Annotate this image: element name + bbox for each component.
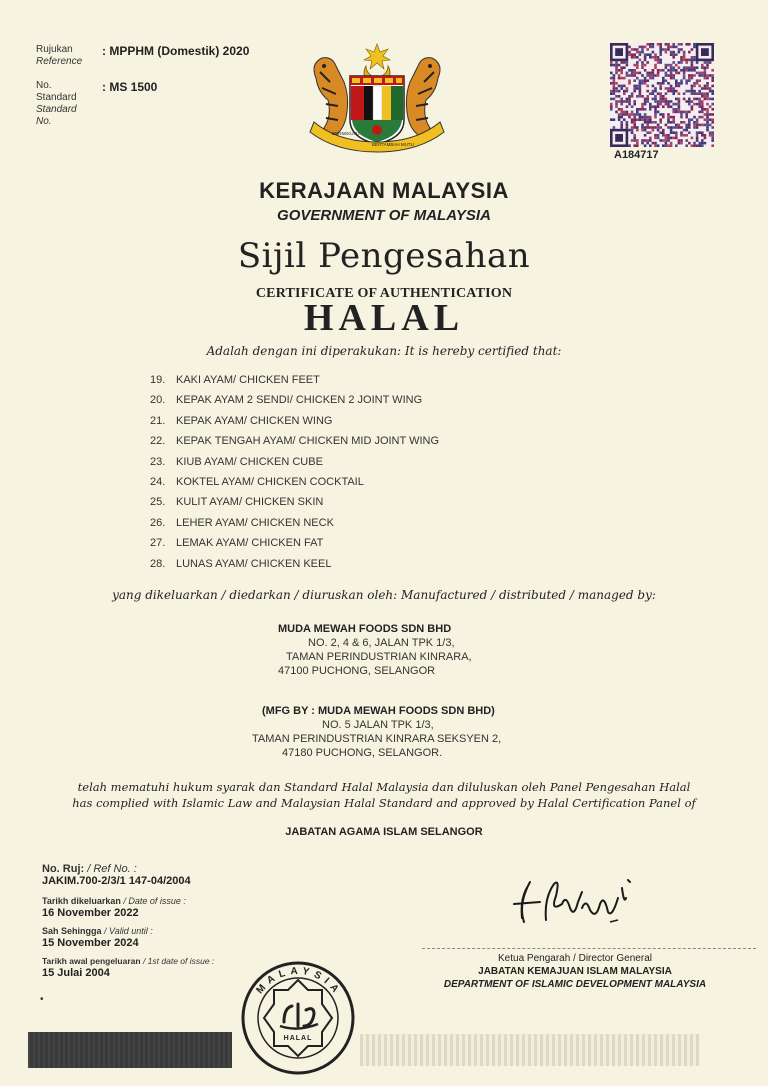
logo-ring-text: MALAYSIA <box>254 965 344 999</box>
gov-title-ms: KERAJAAN MALAYSIA <box>259 178 509 203</box>
serial-number: A184717 <box>614 149 659 161</box>
valid-value: 15 November 2024 <box>42 937 139 949</box>
signature-line <box>422 948 756 949</box>
item-number: 20. <box>150 394 166 407</box>
dot-mark: • <box>40 994 44 1005</box>
emblem-motto-right: BERTAMBAH MUTU <box>372 142 414 147</box>
standard-value: : MS 1500 <box>102 80 158 94</box>
product-list <box>150 370 439 574</box>
halal-logo <box>240 960 356 1076</box>
item-text: KEPAK AYAM 2 SENDI/ CHICKEN 2 JOINT WING <box>176 394 423 407</box>
company-address-line1: NO. 2, 4 & 6, JALAN TPK 1/3, <box>308 637 455 649</box>
item-number: 21. <box>150 414 166 427</box>
item-number: 27. <box>150 537 166 550</box>
issue-label-en: / Date of issue : <box>123 896 186 906</box>
signatory-block <box>420 952 730 991</box>
halal-title: HALAL <box>303 297 465 339</box>
first-value: 15 Julai 2004 <box>42 967 110 979</box>
coat-of-arms-emblem <box>306 42 448 154</box>
list-item <box>150 431 439 451</box>
item-text: LEMAK AYAM/ CHICKEN FAT <box>176 537 324 550</box>
list-item <box>150 472 439 492</box>
company-name: MUDA MEWAH FOODS SDN BHD <box>278 623 452 635</box>
compliance-text-en: has complied with Islamic Law and Malaysian Halal Standard and approved by Halal Certification Panel of <box>72 796 696 810</box>
ref-value: JAKIM.700-2/3/1 147-04/2004 <box>42 875 191 887</box>
standard-label-ms-1: No. <box>36 80 52 91</box>
item-number: 19. <box>150 374 166 386</box>
ref-label-en: / Ref No. : <box>87 863 137 875</box>
emblem-motto-left: BERSEKUTU <box>332 131 360 136</box>
valid-label-ms: Sah Sehingga <box>42 926 102 936</box>
item-number: 28. <box>150 557 166 570</box>
item-number: 22. <box>150 435 166 448</box>
mfg-name: (MFG BY : MUDA MEWAH FOODS SDN BHD) <box>262 705 495 717</box>
list-item <box>150 390 439 410</box>
ref-label-ms: No. Ruj: <box>42 863 85 875</box>
item-number: 26. <box>150 516 166 529</box>
item-text: KULIT AYAM/ CHICKEN SKIN <box>176 496 324 509</box>
director-signature <box>510 868 650 930</box>
footer-details <box>42 864 214 980</box>
valid-label-en: / Valid until : <box>104 926 153 936</box>
standard-label-ms-2: Standard <box>36 92 77 103</box>
item-text: KOKTEL AYAM/ CHICKEN COCKTAIL <box>176 475 364 488</box>
qr-code-graphic <box>610 43 714 147</box>
bottom-security-bar-left <box>28 1032 232 1068</box>
reference-label <box>36 44 82 68</box>
first-label-en: / 1st date of issue : <box>142 956 215 966</box>
reference-label-en: Reference <box>36 56 83 67</box>
list-item <box>150 411 439 431</box>
standard-label-en-1: Standard <box>36 104 77 115</box>
issue-value: 16 November 2022 <box>42 907 139 919</box>
item-text: LUNAS AYAM/ CHICKEN KEEL <box>176 557 332 570</box>
company-address-line3: 47100 PUCHONG, SELANGOR <box>278 665 436 677</box>
item-number: 25. <box>150 496 166 509</box>
first-label-ms: Tarikh awal pengeluaran <box>42 956 141 966</box>
reference-value: : MPPHM (Domestik) 2020 <box>102 44 250 58</box>
mfg-address <box>252 704 501 760</box>
gov-title-en: GOVERNMENT OF MALAYSIA <box>277 207 491 224</box>
bottom-security-bar-right <box>360 1034 700 1066</box>
qr-code <box>610 43 714 147</box>
company-address <box>278 622 472 678</box>
logo-center-text: HALAL <box>283 1035 313 1042</box>
item-text: LEHER AYAM/ CHICKEN NECK <box>176 516 334 529</box>
compliance-text-ms: telah mematuhi hukum syarak dan Standard Halal Malaysia dan diluluskan oleh Panel Pengesahan Halal <box>77 780 691 794</box>
item-text: KAKI AYAM/ CHICKEN FEET <box>176 374 320 386</box>
mfg-address-line2: TAMAN PERINDUSTRIAN KINRARA SEKSYEN 2, <box>252 733 502 745</box>
authority-name: JABATAN AGAMA ISLAM SELANGOR <box>285 826 483 838</box>
coa-title: CERTIFICATE OF AUTHENTICATION <box>255 286 513 301</box>
issue-label-ms: Tarikh dikeluarkan <box>42 896 121 906</box>
item-text: KIUB AYAM/ CHICKEN CUBE <box>176 455 323 468</box>
standard-label <box>36 80 77 128</box>
list-item <box>150 492 439 512</box>
standard-label-en-2: No. <box>36 116 52 127</box>
list-item <box>150 370 439 390</box>
reference-label-ms: Rujukan <box>36 44 73 55</box>
item-number: 24. <box>150 475 166 488</box>
list-item <box>150 554 439 574</box>
company-address-line2: TAMAN PERINDUSTRIAN KINRARA, <box>286 651 472 663</box>
signatory-dept-ms: JABATAN KEMAJUAN ISLAM MALAYSIA <box>478 966 672 977</box>
mfg-address-line3: 47180 PUCHONG, SELANGOR. <box>282 747 443 759</box>
item-text: KEPAK TENGAH AYAM/ CHICKEN MID JOINT WING <box>176 435 440 448</box>
signatory-title: Ketua Pengarah / Director General <box>498 953 652 964</box>
list-item <box>150 533 439 553</box>
item-number: 23. <box>150 455 166 468</box>
sijil-title: Sijil Pengesahan <box>237 236 531 276</box>
item-text: KEPAK AYAM/ CHICKEN WING <box>176 414 333 427</box>
manufactured-text: yang dikeluarkan / diedarkan / diuruskan oleh: Manufactured / distributed / managed by: <box>112 588 656 602</box>
mfg-address-line1: NO. 5 JALAN TPK 1/3, <box>322 719 434 731</box>
list-item <box>150 513 439 533</box>
certified-text: Adalah dengan ini diperakukan: It is hereby certified that: <box>206 344 562 358</box>
signatory-dept-en: DEPARTMENT OF ISLAMIC DEVELOPMENT MALAYSIA <box>443 979 707 990</box>
list-item <box>150 452 439 472</box>
